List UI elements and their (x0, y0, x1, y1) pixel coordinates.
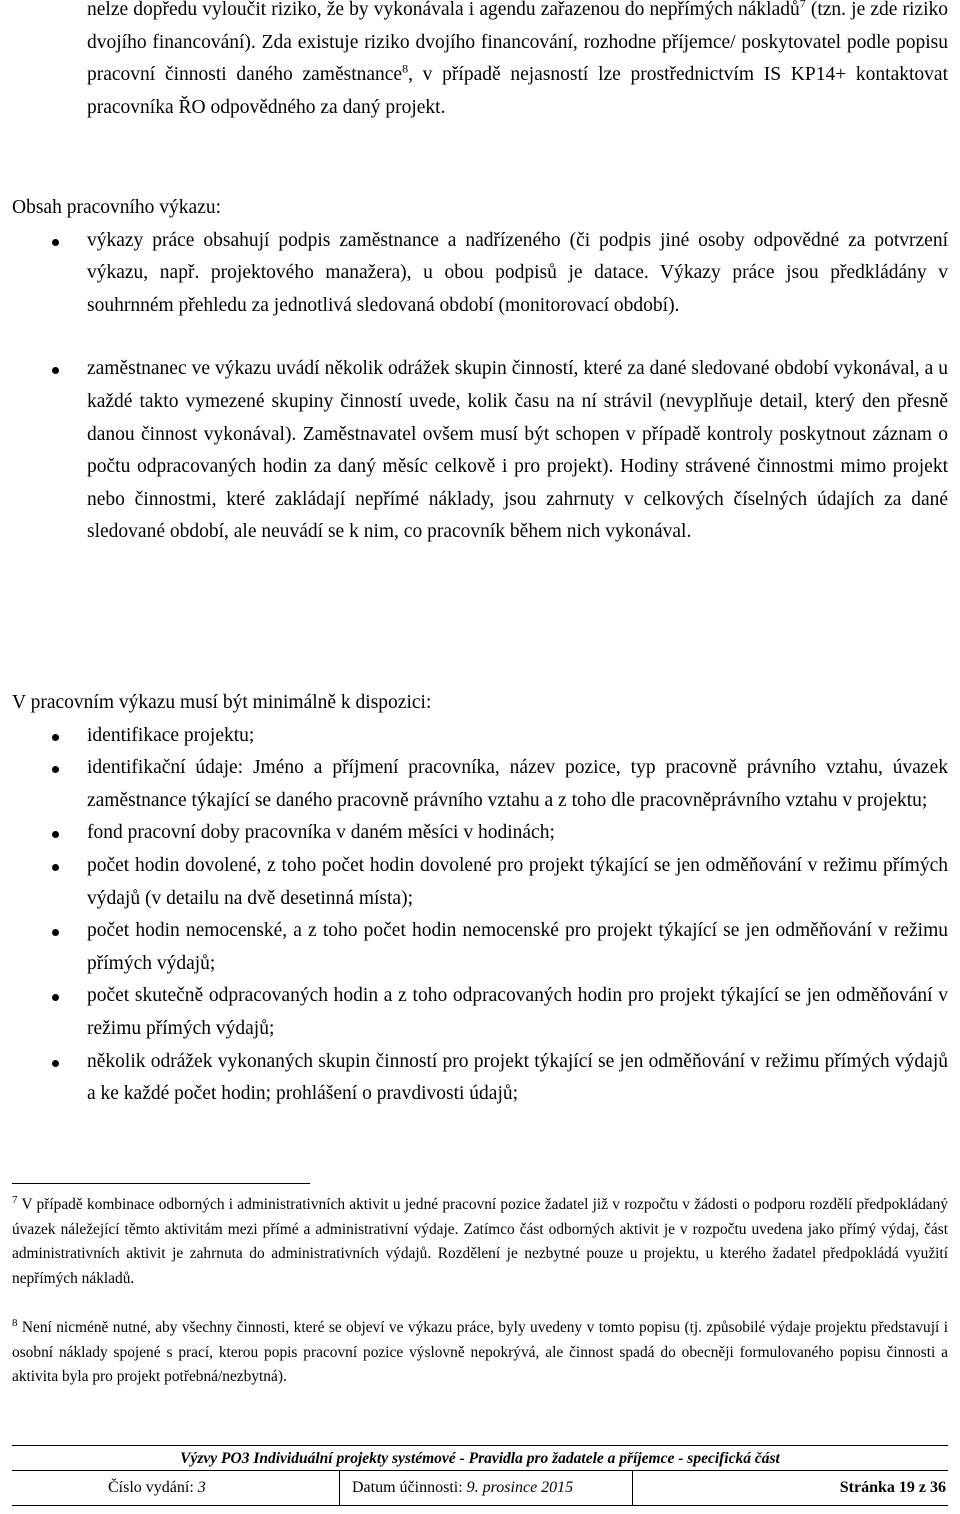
bullet-icon (52, 929, 59, 936)
footnote-ref-8[interactable]: 8 (402, 61, 409, 76)
top-line-1: nelze dopředu vyloučit riziko, že by vykonávala i agendu zařazenou do nepřímých (87, 0, 733, 20)
bullet-icon (52, 994, 59, 1001)
bullet-icon (52, 239, 59, 246)
list-item: identifikační údaje: Jméno a příjmení pracovníka, název pozice, typ pracovně právního vztahu, úvazek zaměstnance týkající se daného pracovně právního vztahu a z toho dle pracovněprávního vztahu v projektu; (0, 752, 960, 817)
bullet-icon (52, 831, 59, 838)
top-paragraph (0, 0, 960, 124)
top-line-4a: zaměstnance (302, 64, 403, 86)
top-line-3: financování, rozhodne příjemce/ poskytovatel podle popisu pracovní činnosti daného (87, 31, 949, 86)
footnote-ref-7[interactable]: 7 (799, 0, 806, 11)
footnote-8 (12, 1316, 948, 1390)
footer-info-row (12, 1470, 948, 1506)
list-item: zaměstnanec ve výkazu uvádí několik odrážek skupin činností, které za dané sledované období vykonával, a u každé takto vymezené skupiny činností uvede, kolik času na ní strávil (nevyplňuje detail, který den přesně danou činnost vykonával). Zaměstnavatel ovšem musí být schopen v případě kontroly poskytnout záznam o počtu odpracovaných hodin za daný měsíc celkově i pro projekt). Hodiny strávené činnostmi mimo projekt nebo činnostmi, které zakládají nepřímé náklady, jsou zahrnuty v celkových číselných údajích za dané sledované období, ale neuvádí se k nim, co pracovník během nich vykonával. (0, 353, 960, 549)
top-line-5: pracovníka ŘO odpovědného za daný projekt. (87, 96, 446, 118)
effective-date: Datum účinnosti: 9. prosince 2015 (340, 1471, 633, 1505)
top-line-4b: , v případě nejasností lze prostřednictvím IS KP14+ kontaktovat (408, 64, 949, 86)
list-item: několik odrážek vykonaných skupin činností pro projekt týkající se jen odměňování v režimu přímých výdajů a ke každé počet hodin; prohlášení o pravdivosti údajů; (0, 1046, 960, 1111)
footer-title: Výzvy PO3 Individuální projekty systémové - Pravidla pro žadatele a příjemce - specifická část (180, 1450, 780, 1467)
list-item: počet hodin dovolené, z toho počet hodin dovolené pro projekt týkající se jen odměňování v režimu přímých výdajů (v detailu na dvě desetinná místa); (0, 850, 960, 915)
footnote-number: 7 (12, 1193, 18, 1206)
list-item: výkazy práce obsahují podpis zaměstnance a nadřízeného (či podpis jiné osoby odpovědné za potvrzení výkazu, např. projektového manažera), u obou podpisů je datace. Výkazy práce jsou předkládány v souhrnném přehledu za jednotlivá sledovaná období (monitorovací období). (0, 225, 960, 323)
footnote-text: V případě kombinace odborných i administrativních aktivit u jedné pracovní pozice žadatel již v rozpočtu v žádosti o podporu rozdělí předpokládaný úvazek náležející těmto aktivitám mezi přímé a administrativní výdaje. Zatímco část odborných aktivit je v rozpočtu uvedena jako přímý výdaj, část administrativních aktivit je zahrnuta do administrativních výdajů. Rozdělení je nezbytné pouze u projektu, u kterého žadatel předpokládá využití nepřímých nákladů. (12, 1196, 948, 1287)
page-number: Stránka 19 z 36 (839, 1479, 946, 1496)
list-item: identifikace projektu; (0, 720, 960, 753)
top-line-2a: nákladů (738, 0, 800, 20)
list-item: fond pracovní doby pracovníka v daném měsíci v hodinách; (0, 817, 960, 850)
footnote-number: 8 (12, 1316, 18, 1329)
page-footer (12, 1445, 948, 1506)
list-item: počet hodin nemocenské, a z toho počet hodin nemocenské pro projekt týkající se jen odměňování v režimu přímých výdajů; (0, 915, 960, 980)
section-minimum-requirements (0, 687, 960, 1111)
section-heading: Obsah pracovního výkazu: (12, 197, 222, 218)
bullet-icon (52, 864, 59, 871)
bullet-icon (52, 1060, 59, 1067)
list-item: počet skutečně odpracovaných hodin a z toho odpracovaných hodin pro projekt týkající se jen odměňování v režimu přímých výdajů; (0, 980, 960, 1045)
bullet-icon (52, 766, 59, 773)
footnote-7 (12, 1193, 948, 1291)
issue-number: Číslo vydání: 3 (12, 1471, 340, 1505)
section-heading: V pracovním výkazu musí být minimálně k dispozici: (12, 692, 432, 713)
section-work-report-content (0, 192, 960, 549)
footnote-text: Není nicméně nutné, aby všechny činnosti, které se objeví ve výkazu práce, byly uvedeny v tomto popisu (tj. způsobilé výdaje projektu představují i osobní náklady spojené s prací, kterou popis pracovní pozice výslovně nepokrývá, ale činnost spadá do obecněji formulovaného popisu činnosti a aktivita byla pro projekt potřebná/nezbytná). (12, 1319, 948, 1385)
footnote-separator (12, 1183, 310, 1184)
bullet-icon (52, 734, 59, 741)
top-line-2b: (tzn. je zde riziko dvojího financování). Zda existuje riziko dvojího (87, 0, 948, 53)
bullet-icon (52, 367, 59, 374)
